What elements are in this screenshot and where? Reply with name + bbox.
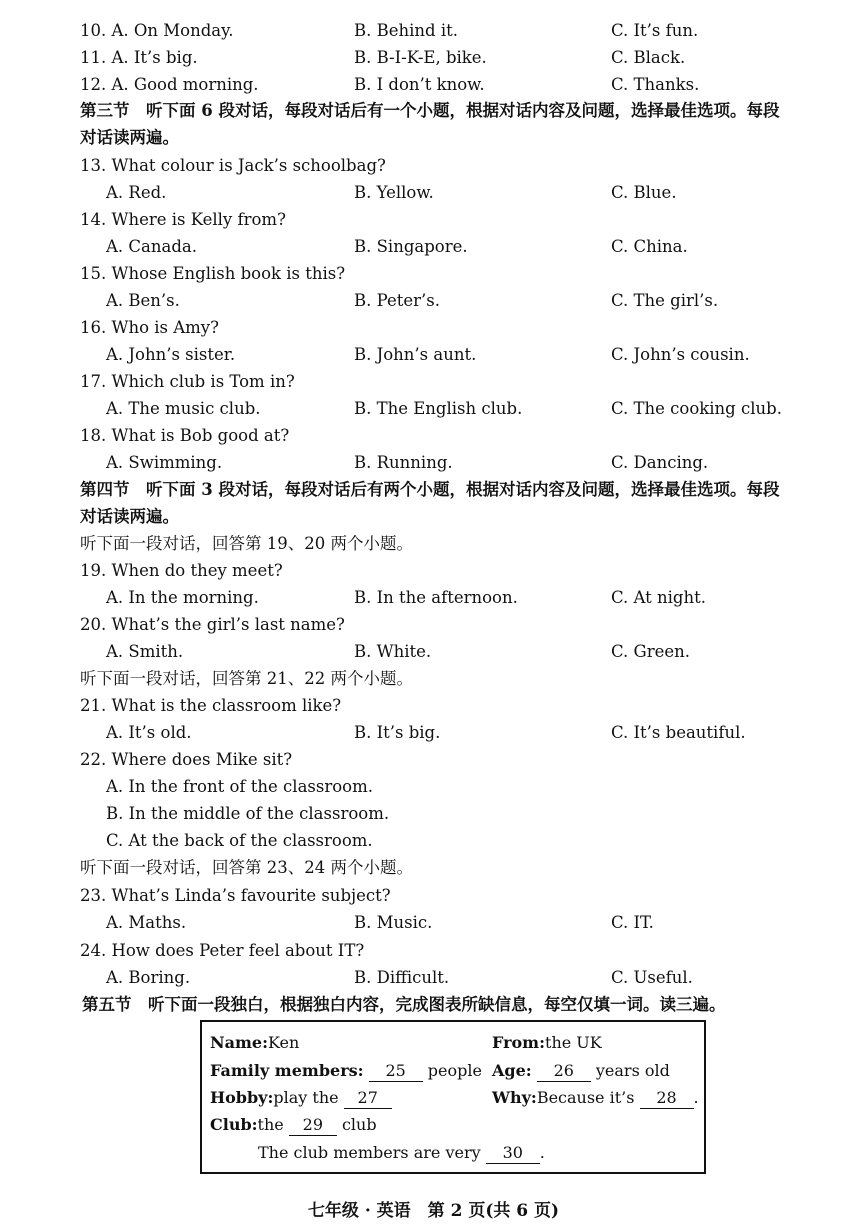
q19-question: 19. When do they meet? (80, 561, 283, 580)
blank-30[interactable]: 30 (486, 1143, 540, 1164)
q23-option-c: C. IT. (611, 913, 654, 932)
q14-option-c: C. China. (611, 237, 688, 256)
q23-option-b: B. Music. (354, 913, 433, 932)
q11-option-c: C. Black. (611, 48, 686, 67)
q10-option-b: B. Behind it. (354, 21, 458, 40)
q16-option-b: B. John’s aunt. (354, 345, 477, 364)
from-value: the UK (545, 1033, 602, 1052)
q13-question: 13. What colour is Jack’s schoolbag? (80, 156, 386, 175)
q22-option-c: C. At the back of the classroom. (106, 831, 373, 850)
club-after: club (341, 1115, 377, 1134)
page-footer: 七年级 · 英语 第 2 页(共 6 页) (307, 1201, 560, 1221)
q17-option-b: B. The English club. (354, 399, 523, 418)
info-table (200, 1020, 706, 1174)
hobby-row (210, 1088, 392, 1109)
q20-option-b: B. White. (354, 642, 432, 661)
q16-option-c: C. John’s cousin. (611, 345, 750, 364)
family-after: people (427, 1061, 482, 1080)
q22-option-a: A. In the front of the classroom. (106, 777, 373, 796)
section5-heading: 第五节 听下面一段独白，根据独白内容，完成图表所缺信息，每空仅填一词。读三遍。 (82, 995, 726, 1014)
q15-question: 15. Whose English book is this? (80, 264, 346, 283)
section4-heading-line2: 对话读两遍。 (80, 507, 179, 526)
hobby-label: Hobby: (210, 1088, 274, 1107)
hobby-before: play the (273, 1088, 339, 1107)
blank-25[interactable]: 25 (369, 1061, 423, 1082)
q18-option-a: A. Swimming. (106, 453, 223, 472)
q15-option-b: B. Peter’s. (354, 291, 440, 310)
why-row (492, 1088, 699, 1109)
blank-28[interactable]: 28 (640, 1088, 694, 1109)
q17-option-a: A. The music club. (106, 399, 261, 418)
q19-option-a: A. In the morning. (106, 588, 259, 607)
from-row (492, 1033, 602, 1053)
club-label: Club: (210, 1115, 258, 1134)
q21-option-a: A. It’s old. (106, 723, 192, 742)
why-label: Why: (492, 1088, 537, 1107)
q17-option-c: C. The cooking club. (611, 399, 782, 418)
name-row (210, 1033, 299, 1053)
q13-option-c: C. Blue. (611, 183, 677, 202)
q16-question: 16. Who is Amy? (80, 318, 219, 337)
members-before: The club members are very (258, 1143, 481, 1162)
blank-26[interactable]: 26 (537, 1061, 591, 1082)
members-row (258, 1143, 545, 1164)
q10-option-a: 10. A. On Monday. (80, 21, 234, 40)
dialogue-intro-21-22: 听下面一段对话，回答第 21、22 两个小题。 (80, 669, 413, 688)
q17-question: 17. Which club is Tom in? (80, 372, 295, 391)
q12-option-a: 12. A. Good morning. (80, 75, 259, 94)
section3-heading-line1: 第三节 听下面 6 段对话，每段对话后有一个小题，根据对话内容及问题，选择最佳选项。每段 (80, 101, 780, 120)
from-label: From: (492, 1033, 546, 1052)
why-after: . (693, 1088, 699, 1107)
age-row (492, 1061, 670, 1082)
q20-option-a: A. Smith. (106, 642, 184, 661)
dialogue-intro-23-24: 听下面一段对话，回答第 23、24 两个小题。 (80, 858, 413, 877)
q24-option-a: A. Boring. (106, 968, 191, 987)
blank-27[interactable]: 27 (344, 1088, 392, 1109)
q22-option-b: B. In the middle of the classroom. (106, 804, 390, 823)
blank-29[interactable]: 29 (289, 1115, 337, 1136)
q21-option-c: C. It’s beautiful. (611, 723, 746, 742)
q14-option-b: B. Singapore. (354, 237, 468, 256)
q21-option-b: B. It’s big. (354, 723, 441, 742)
why-before: Because it’s (536, 1088, 635, 1107)
q14-question: 14. Where is Kelly from? (80, 210, 286, 229)
q12-option-c: C. Thanks. (611, 75, 700, 94)
q24-option-c: C. Useful. (611, 968, 693, 987)
q21-question: 21. What is the classroom like? (80, 696, 342, 715)
q23-option-a: A. Maths. (106, 913, 187, 932)
q13-option-b: B. Yellow. (354, 183, 434, 202)
q19-option-c: C. At night. (611, 588, 706, 607)
q11-option-a: 11. A. It’s big. (80, 48, 198, 67)
dialogue-intro-19-20: 听下面一段对话，回答第 19、20 两个小题。 (80, 534, 413, 553)
q15-option-c: C. The girl’s. (611, 291, 719, 310)
q13-option-a: A. Red. (106, 183, 167, 202)
q24-question: 24. How does Peter feel about IT? (80, 941, 365, 960)
q18-option-b: B. Running. (354, 453, 453, 472)
q20-question: 20. What’s the girl’s last name? (80, 615, 345, 634)
age-after: years old (595, 1061, 670, 1080)
age-label: Age: (492, 1061, 532, 1080)
q22-question: 22. Where does Mike sit? (80, 750, 293, 769)
section4-heading-line1: 第四节 听下面 3 段对话，每段对话后有两个小题，根据对话内容及问题，选择最佳选项。每段 (80, 480, 780, 499)
q20-option-c: C. Green. (611, 642, 690, 661)
q19-option-b: B. In the afternoon. (354, 588, 518, 607)
q12-option-b: B. I don’t know. (354, 75, 485, 94)
q15-option-a: A. Ben’s. (106, 291, 180, 310)
club-before: the (257, 1115, 284, 1134)
q24-option-b: B. Difficult. (354, 968, 450, 987)
name-label: Name: (210, 1033, 269, 1052)
name-value: Ken (268, 1033, 300, 1052)
q16-option-a: A. John’s sister. (106, 345, 236, 364)
family-row (210, 1061, 482, 1082)
q10-option-c: C. It’s fun. (611, 21, 699, 40)
members-after: . (539, 1143, 545, 1162)
q11-option-b: B. B-I-K-E, bike. (354, 48, 487, 67)
section3-heading-line2: 对话读两遍。 (80, 128, 179, 147)
family-label: Family members: (210, 1061, 364, 1080)
q23-question: 23. What’s Linda’s favourite subject? (80, 886, 391, 905)
q18-option-c: C. Dancing. (611, 453, 709, 472)
q18-question: 18. What is Bob good at? (80, 426, 290, 445)
q14-option-a: A. Canada. (106, 237, 197, 256)
club-row (210, 1115, 377, 1136)
